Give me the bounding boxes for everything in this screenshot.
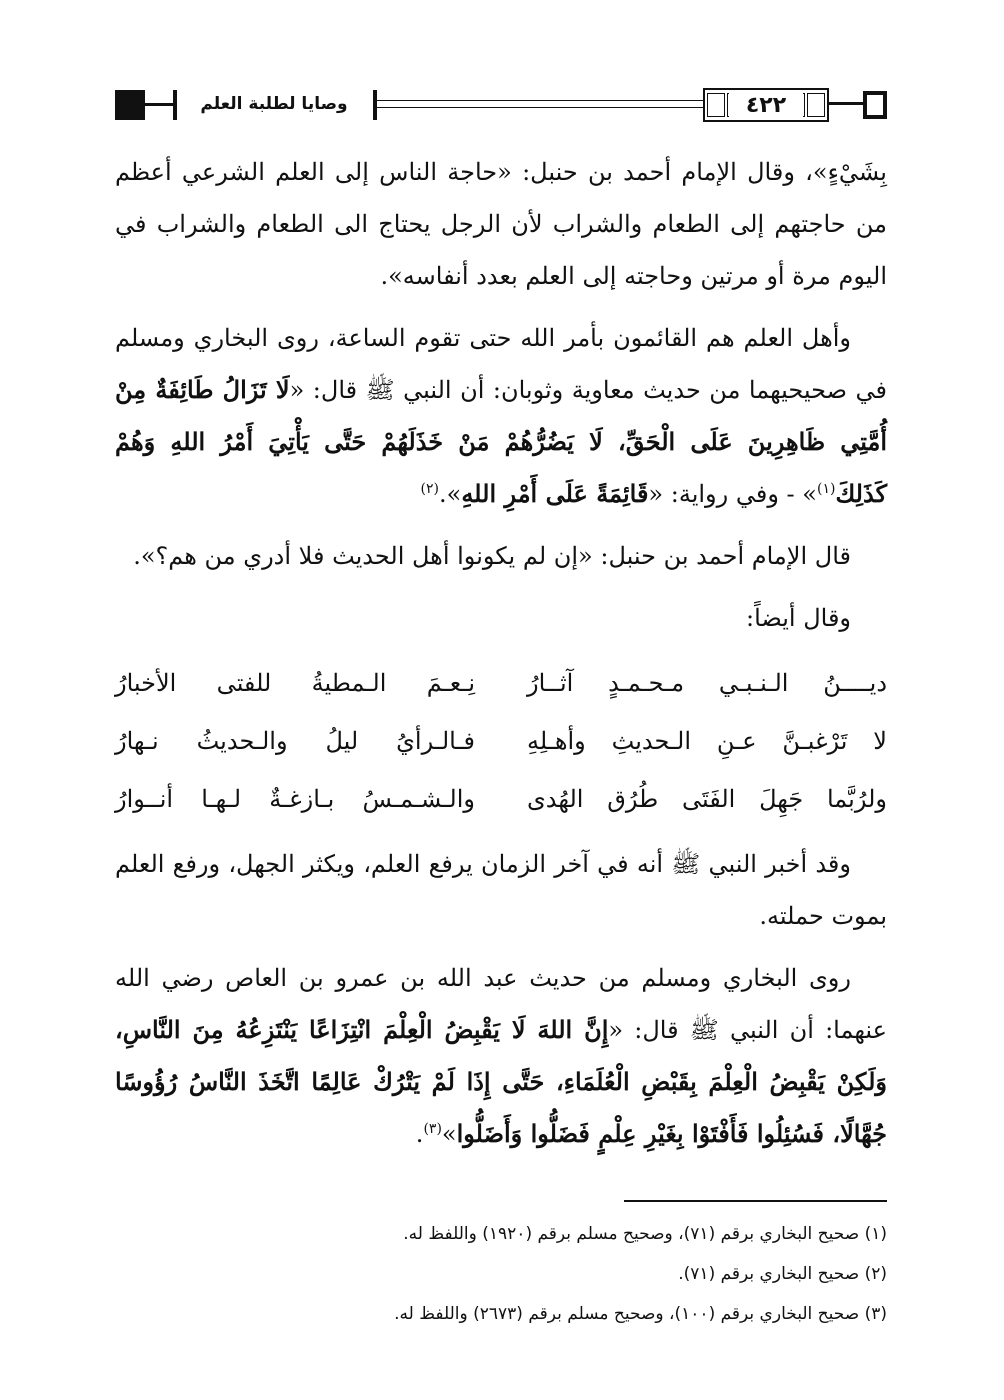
footnote: (٢) صحيح البخاري برقم (٧١). — [678, 1264, 887, 1284]
header-rule — [145, 103, 173, 106]
header-black-square — [115, 90, 145, 120]
verse-first-hemistich: لا تَرْغبـنَّ عـنِ الـحديثِ وأهـلِهِ — [527, 727, 887, 755]
paragraph — [115, 312, 887, 520]
paragraph-text: ». — [439, 480, 462, 508]
footnotes — [115, 1214, 887, 1334]
header-rule — [829, 102, 863, 105]
page-number: ٤٢٢ — [729, 93, 803, 119]
poem-verse — [115, 654, 887, 712]
book-page — [115, 0, 887, 1400]
running-title: وصايا لطلبة العلم — [200, 94, 348, 114]
frame-ornament — [707, 93, 725, 117]
paragraph: بِشَيْءٍ»، وقال الإمام أحمد بن حنبل: «حاجة الناس إلى العلم الشرعي أعظم من حاجتهم إلى الطعام والشراب لأن الرجل يحتاج الى الطعام والشراب في اليوم مرة أو مرتين وحاجته إلى العلم بعدد أنفاسه». — [115, 158, 887, 290]
poem-verse — [115, 770, 887, 828]
verse-first-hemistich: ديــــنُ الـنـبـي مـحـمـدٍ آثــارُ — [527, 669, 887, 697]
footnote-ref: (٣) — [423, 1121, 442, 1137]
footnote-ref: (٢) — [420, 481, 439, 497]
page-number-frame — [703, 88, 829, 122]
verse-first-hemistich: ولرُبَّما جَهِلَ الفَتَى طُرُق الهُدى — [527, 785, 887, 813]
footnote-separator — [624, 1200, 887, 1202]
hadith-text: لَا تَزَالُ طَائِفَةٌ مِنْ أُمَّتِي ظَاهِرِينَ عَلَى الْحَقِّ، لَا يَضُرُّهُمْ مَنْ خَذَلَهُمْ حَتَّى يَأْتِيَ أَمْرُ اللهِ وَهُمْ كَذَلِكَ — [115, 375, 887, 508]
paragraph-text: روى البخاري ومسلم من حديث عبد الله بن عمرو بن العاص رضي الله عنهما: أن النبي ﷺ قال: « — [115, 964, 887, 1044]
main-text — [115, 146, 887, 1160]
poem-verse — [115, 712, 887, 770]
verse-second-hemistich: والـشـمـسُ بـازغـةٌ لـهـا أنــوارُ — [115, 785, 475, 813]
page-header — [115, 86, 887, 126]
paragraph-text: . — [415, 1120, 424, 1148]
paragraph-text: » — [441, 1120, 457, 1148]
header-rule — [377, 100, 703, 101]
header-square-ornament — [863, 91, 887, 119]
hadith-text: قَائِمَةً عَلَى أَمْرِ اللهِ — [461, 479, 649, 508]
header-bar — [373, 90, 377, 120]
paragraph — [115, 952, 887, 1160]
paragraph-text: » - وفي رواية: « — [648, 480, 817, 508]
frame-ornament — [807, 93, 825, 117]
footnote-ref: (١) — [816, 481, 836, 497]
header-rule — [377, 107, 703, 108]
poem — [115, 654, 887, 828]
poem-intro: وقال أيضاً: — [746, 604, 851, 632]
verse-second-hemistich: فـالـرأيُ ليلُ والـحديثُ نـهارُ — [115, 727, 475, 755]
paragraph: وقد أخبر النبي ﷺ أنه في آخر الزمان يرفع العلم، ويكثر الجهل، ورفع العلم بموت حملته. — [115, 850, 887, 930]
paragraph: قال الإمام أحمد بن حنبل: «إن لم يكونوا أهل الحديث فلا أدري من هم؟». — [133, 542, 851, 570]
footnote: (١) صحيح البخاري برقم (٧١)، وصحيح مسلم برقم (١٩٢٠) واللفظ له. — [403, 1224, 887, 1244]
footnote: (٣) صحيح البخاري برقم (١٠٠)، وصحيح مسلم برقم (٢٦٧٣) واللفظ له. — [394, 1304, 887, 1324]
header-bar — [173, 90, 177, 120]
verse-second-hemistich: نِـعـمَ الـمطيةُ للفتى الأخبارُ — [115, 669, 475, 697]
paragraph-text: وأهل العلم هم القائمون بأمر الله حتى تقوم الساعة، روى البخاري ومسلم في صحيحيهما من حديث معاوية وثوبان: أن النبي ﷺ قال: « — [115, 324, 887, 404]
hadith-text: إِنَّ اللهَ لَا يَقْبِضُ الْعِلْمَ انْتِزَاعًا يَنْتَزِعُهُ مِنَ النَّاسِ، وَلَكِنْ يَقْبِضُ الْعِلْمَ بِقَبْضِ الْعُلَمَاءِ، حَتَّى إِذَا لَمْ يَتْرُكْ عَالِمًا اتَّخَذَ النَّاسُ رُؤُوسًا جُهَّالًا، فَسُئِلُوا فَأَفْتَوْا بِغَيْرِ عِلْمٍ فَضَلُّوا وَأَضَلُّوا — [115, 1015, 887, 1148]
